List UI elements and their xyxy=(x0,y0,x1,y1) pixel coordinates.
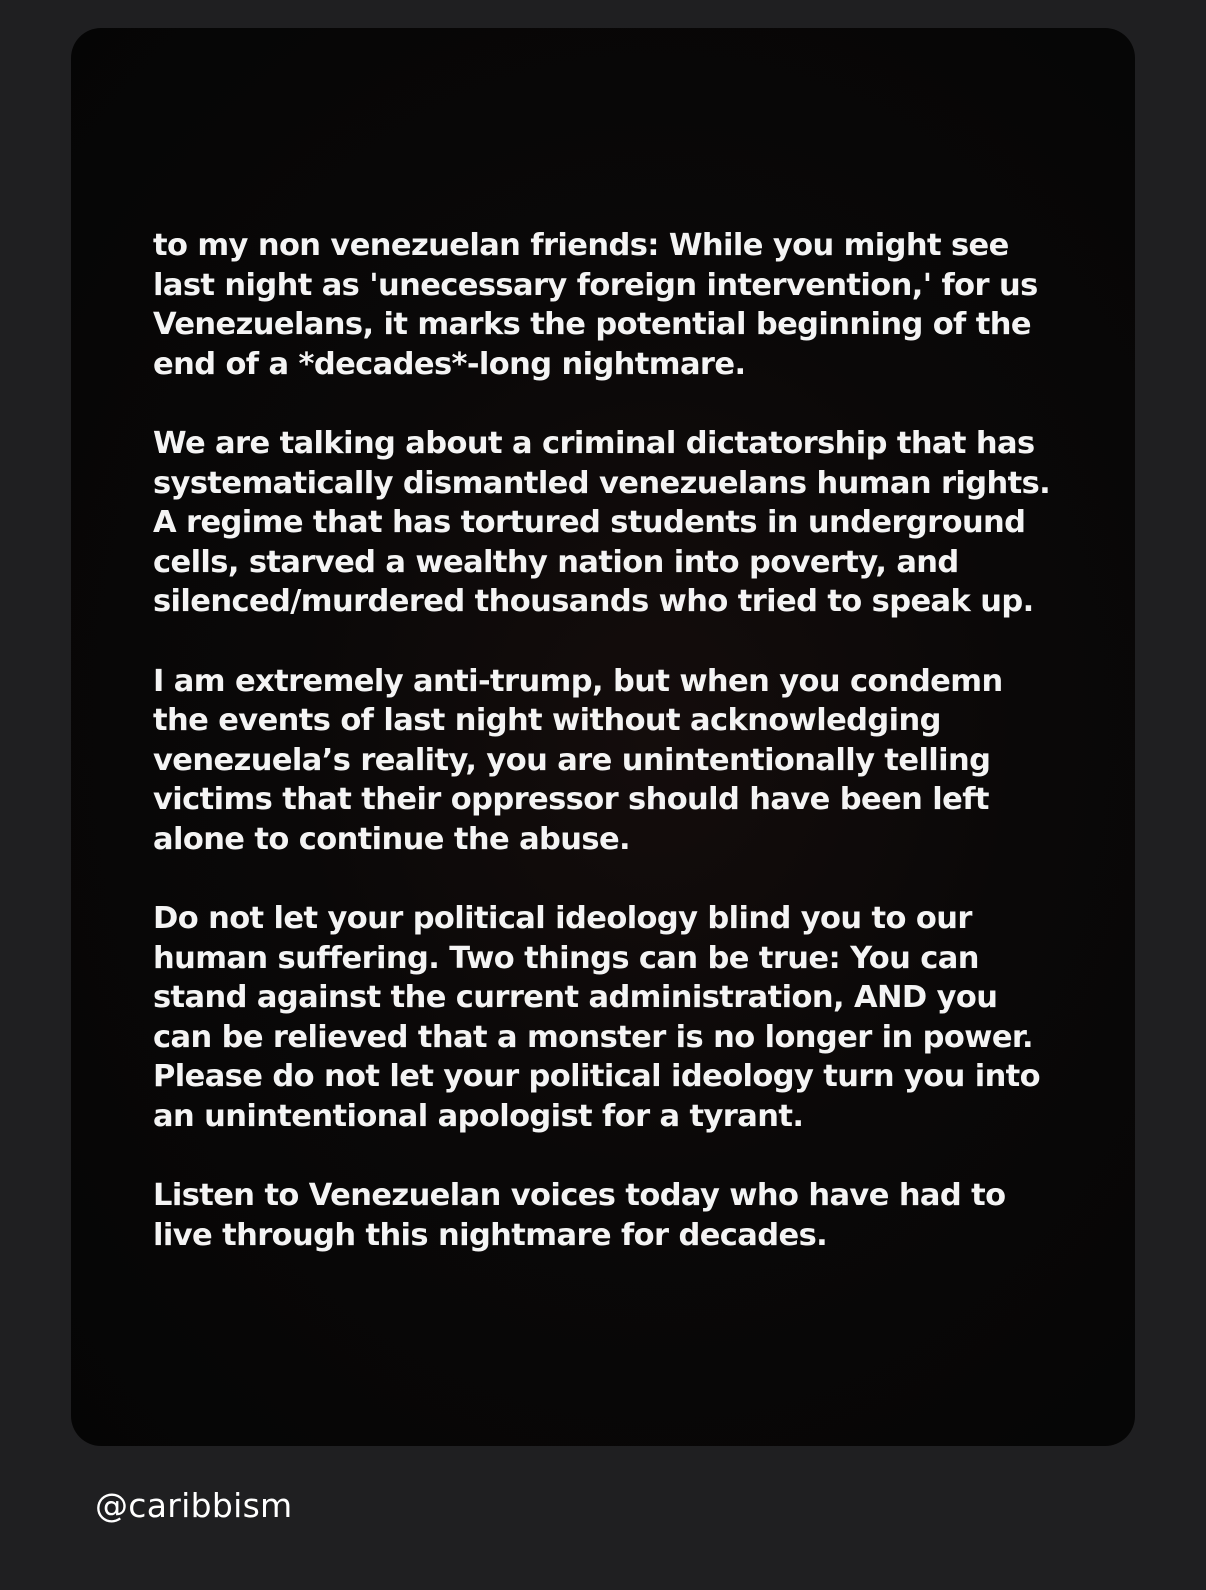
text-line: Listen to Venezuelan voices today who have had to xyxy=(153,1178,1006,1214)
text-line: Please do not let your political ideology turn you into xyxy=(153,1059,1041,1095)
author-handle[interactable]: @caribbism xyxy=(95,1486,293,1525)
paragraph xyxy=(153,662,1093,860)
text-line: I am extremely anti-trump, but when you condemn xyxy=(153,663,1003,699)
text-line: live through this nightmare for decades. xyxy=(153,1217,828,1253)
text-line: can be relieved that a monster is no longer in power. xyxy=(153,1019,1033,1055)
story-text xyxy=(153,226,1093,1295)
paragraph xyxy=(153,1176,1093,1255)
text-line: stand against the current administration, AND you xyxy=(153,980,998,1016)
text-line: cells, starved a wealthy nation into poverty, and xyxy=(153,544,959,580)
text-line: We are talking about a criminal dictatorship that has xyxy=(153,425,1035,461)
text-line: human suffering. Two things can be true: You can xyxy=(153,940,979,976)
text-line: A regime that has tortured students in underground xyxy=(153,505,1026,541)
text-line: victims that their oppressor should have been left xyxy=(153,782,989,818)
text-line: alone to continue the abuse. xyxy=(153,821,631,857)
text-line: silenced/murdered thousands who tried to speak up. xyxy=(153,584,1034,620)
text-line: an unintentional apologist for a tyrant. xyxy=(153,1099,804,1135)
text-line: Venezuelans, it marks the potential beginning of the xyxy=(153,307,1031,343)
text-line: end of a *decades*-long nightmare. xyxy=(153,346,746,382)
text-line: Do not let your political ideology blind you to our xyxy=(153,901,972,937)
text-line: to my non venezuelan friends: While you might see xyxy=(153,228,1009,263)
story-card xyxy=(71,28,1135,1446)
paragraph xyxy=(153,424,1093,622)
text-line: last night as 'unecessary foreign intervention,' for us xyxy=(153,267,1038,303)
paragraph xyxy=(153,226,1093,384)
text-line: systematically dismantled venezuelans human rights. xyxy=(153,465,1051,501)
text-line: the events of last night without acknowledging xyxy=(153,703,941,739)
text-line: venezuela’s reality, you are unintentionally telling xyxy=(153,742,991,778)
paragraph xyxy=(153,899,1093,1137)
